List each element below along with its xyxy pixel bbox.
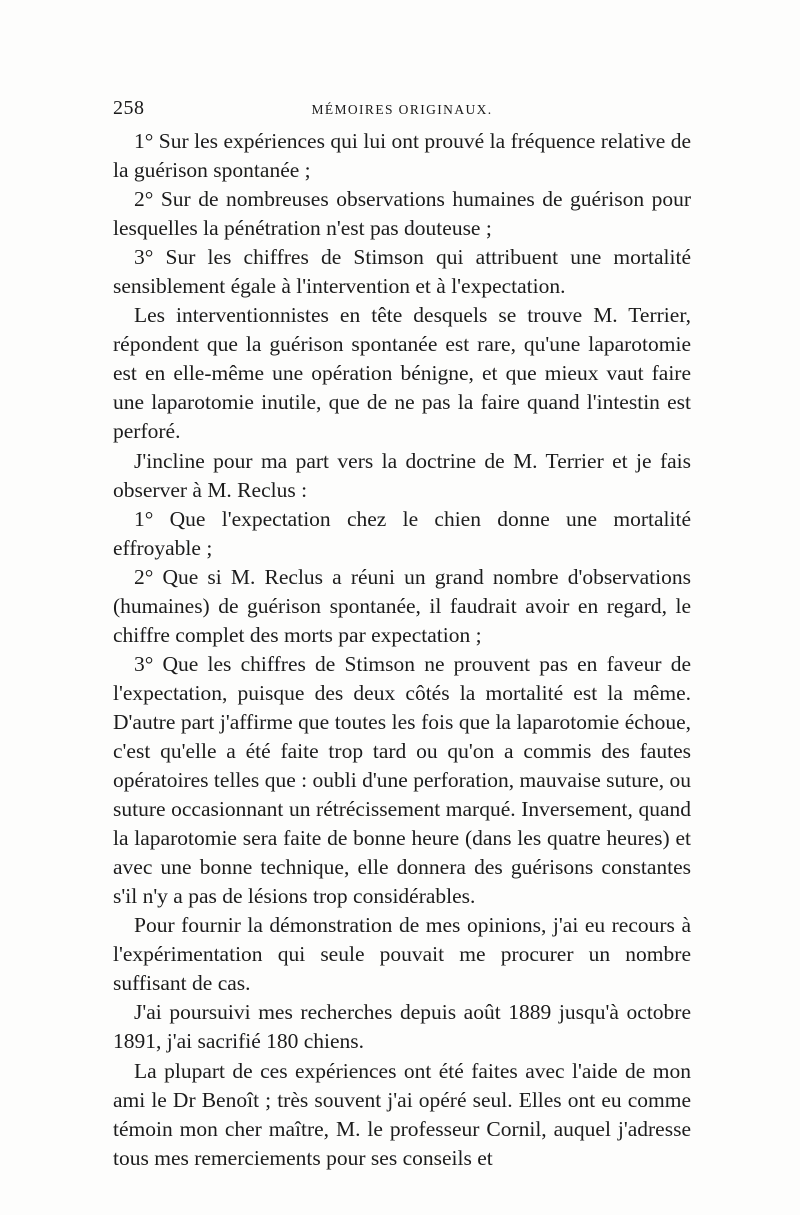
page-number: 258	[113, 97, 145, 119]
paragraph: 1° Sur les expériences qui lui ont prouvé la fréquence relative de la guérison spontanée ;	[113, 129, 691, 183]
body-text	[113, 127, 691, 1173]
paragraph: 1° Que l'expectation chez le chien donne une mortalité effroyable ;	[113, 506, 691, 560]
paragraph: Les interventionnistes en tête desquels se trouve M. Terrier, répondent que la guérison spontanée est rare, qu'une laparotomie est en elle-même une opération bénigne, et que mieux vaut faire une laparotomie inutile, que de ne pas la faire quand l'intestin est perforé.	[113, 303, 691, 444]
paragraph: 2° Sur de nombreuses observations humaines de guérison pour lesquelles la pénétration n'est pas douteuse ;	[113, 187, 691, 241]
running-title: MÉMOIRES ORIGINAUX.	[311, 102, 493, 117]
paragraph: 2° Que si M. Reclus a réuni un grand nombre d'observations (humaines) de guérison spontanée, il faudrait avoir en regard, le chiffre complet des morts par expectation ;	[113, 564, 691, 647]
paragraph: La plupart de ces expériences ont été faites avec l'aide de mon ami le Dr Benoît ; très souvent j'ai opéré seul. Elles ont eu comme témoin mon cher maître, M. le professeur Cornil, auquel j'adresse tous mes remerciements pour ses conseils et	[113, 1058, 691, 1170]
paragraph: J'ai poursuivi mes recherches depuis août 1889 jusqu'à octobre 1891, j'ai sacrifié 180 chiens.	[113, 1000, 691, 1054]
page-header	[113, 97, 691, 127]
paragraph: J'incline pour ma part vers la doctrine de M. Terrier et je fais observer à M. Reclus :	[113, 448, 691, 502]
paragraph: 3° Sur les chiffres de Stimson qui attribuent une mortalité sensiblement égale à l'intervention et à l'expectation.	[113, 245, 691, 299]
paragraph: Pour fournir la démonstration de mes opinions, j'ai eu recours à l'expérimentation qui seule pouvait me procurer un nombre suffisant de cas.	[113, 913, 691, 996]
paragraph: 3° Que les chiffres de Stimson ne prouvent pas en faveur de l'expectation, puisque des deux côtés la mortalité est la même. D'autre part j'affirme que toutes les fois que la laparotomie échoue, c'est qu'elle a été faite trop tard ou qu'on a commis des fautes opératoires telles que : oubli d'une perforation, mauvaise suture, ou suture occasionnant un rétrécissement marqué. Inversement, quand la laparotomie sera faite de bonne heure (dans les quatre heures) et avec une bonne technique, elle donnera des guérisons constantes s'il n'y a pas de lésions trop considérables.	[113, 651, 691, 909]
